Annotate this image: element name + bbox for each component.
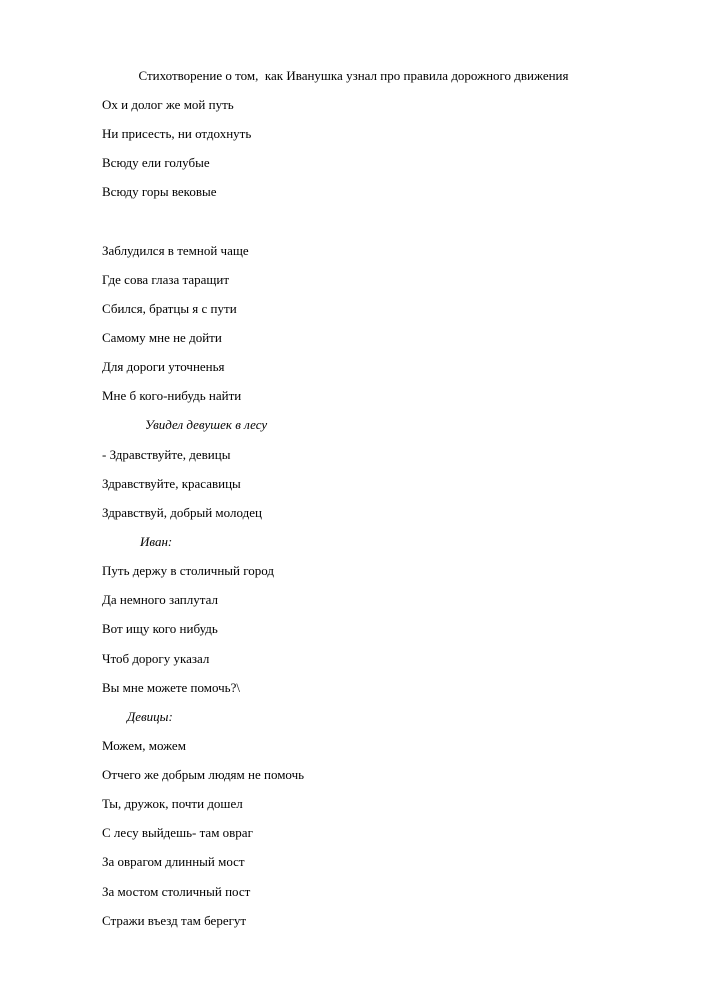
poem-title: Стихотворение о том, как Иванушка узнал про правила дорожного движения [138, 68, 569, 83]
poem-line: Ох и долог же мой путь [102, 97, 234, 112]
poem-line: Для дороги уточненья [102, 359, 225, 374]
poem-line: Можем, можем [102, 738, 186, 753]
poem-line: Стражи въезд там берегут [102, 913, 247, 928]
poem-line: Сбился, братцы я с пути [102, 301, 237, 316]
poem-line: Вы мне можете помочь?\ [102, 680, 240, 695]
poem-line: Заблудился в темной чаще [102, 243, 249, 258]
speaker-label: Девицы: [127, 709, 173, 724]
poem-line: Чтоб дорогу указал [102, 651, 210, 666]
poem-line: - Здравствуйте, девицы [102, 447, 231, 462]
poem-line: Самому мне не дойти [102, 330, 222, 345]
poem-line: Всюду ели голубые [102, 155, 210, 170]
poem-line: Здравствуй, добрый молодец [102, 505, 262, 520]
poem-line: Да немного заплутал [102, 592, 218, 607]
poem-line: Где сова глаза таращит [102, 272, 230, 287]
poem-line: За мостом столичный пост [102, 884, 251, 899]
poem-line: Ты, дружок, почти дошел [102, 796, 243, 811]
poem-line: С лесу выйдешь- там овраг [102, 825, 253, 840]
poem-line: Мне б кого-нибудь найти [102, 388, 242, 403]
poem-line: Отчего же добрым людям не помочь [102, 767, 305, 782]
poem-line: Путь держу в столичный город [102, 563, 274, 578]
poem-line: За оврагом длинный мост [102, 854, 245, 869]
poem-line: Всюду горы вековые [102, 184, 217, 199]
stage-direction: Увидел девушек в лесу [145, 417, 268, 432]
poem-line: Здравствуйте, красавицы [102, 476, 241, 491]
poem-line: Вот ищу кого нибудь [102, 621, 218, 636]
speaker-label: Иван: [140, 534, 173, 549]
poem-line: Ни присесть, ни отдохнуть [102, 126, 252, 141]
